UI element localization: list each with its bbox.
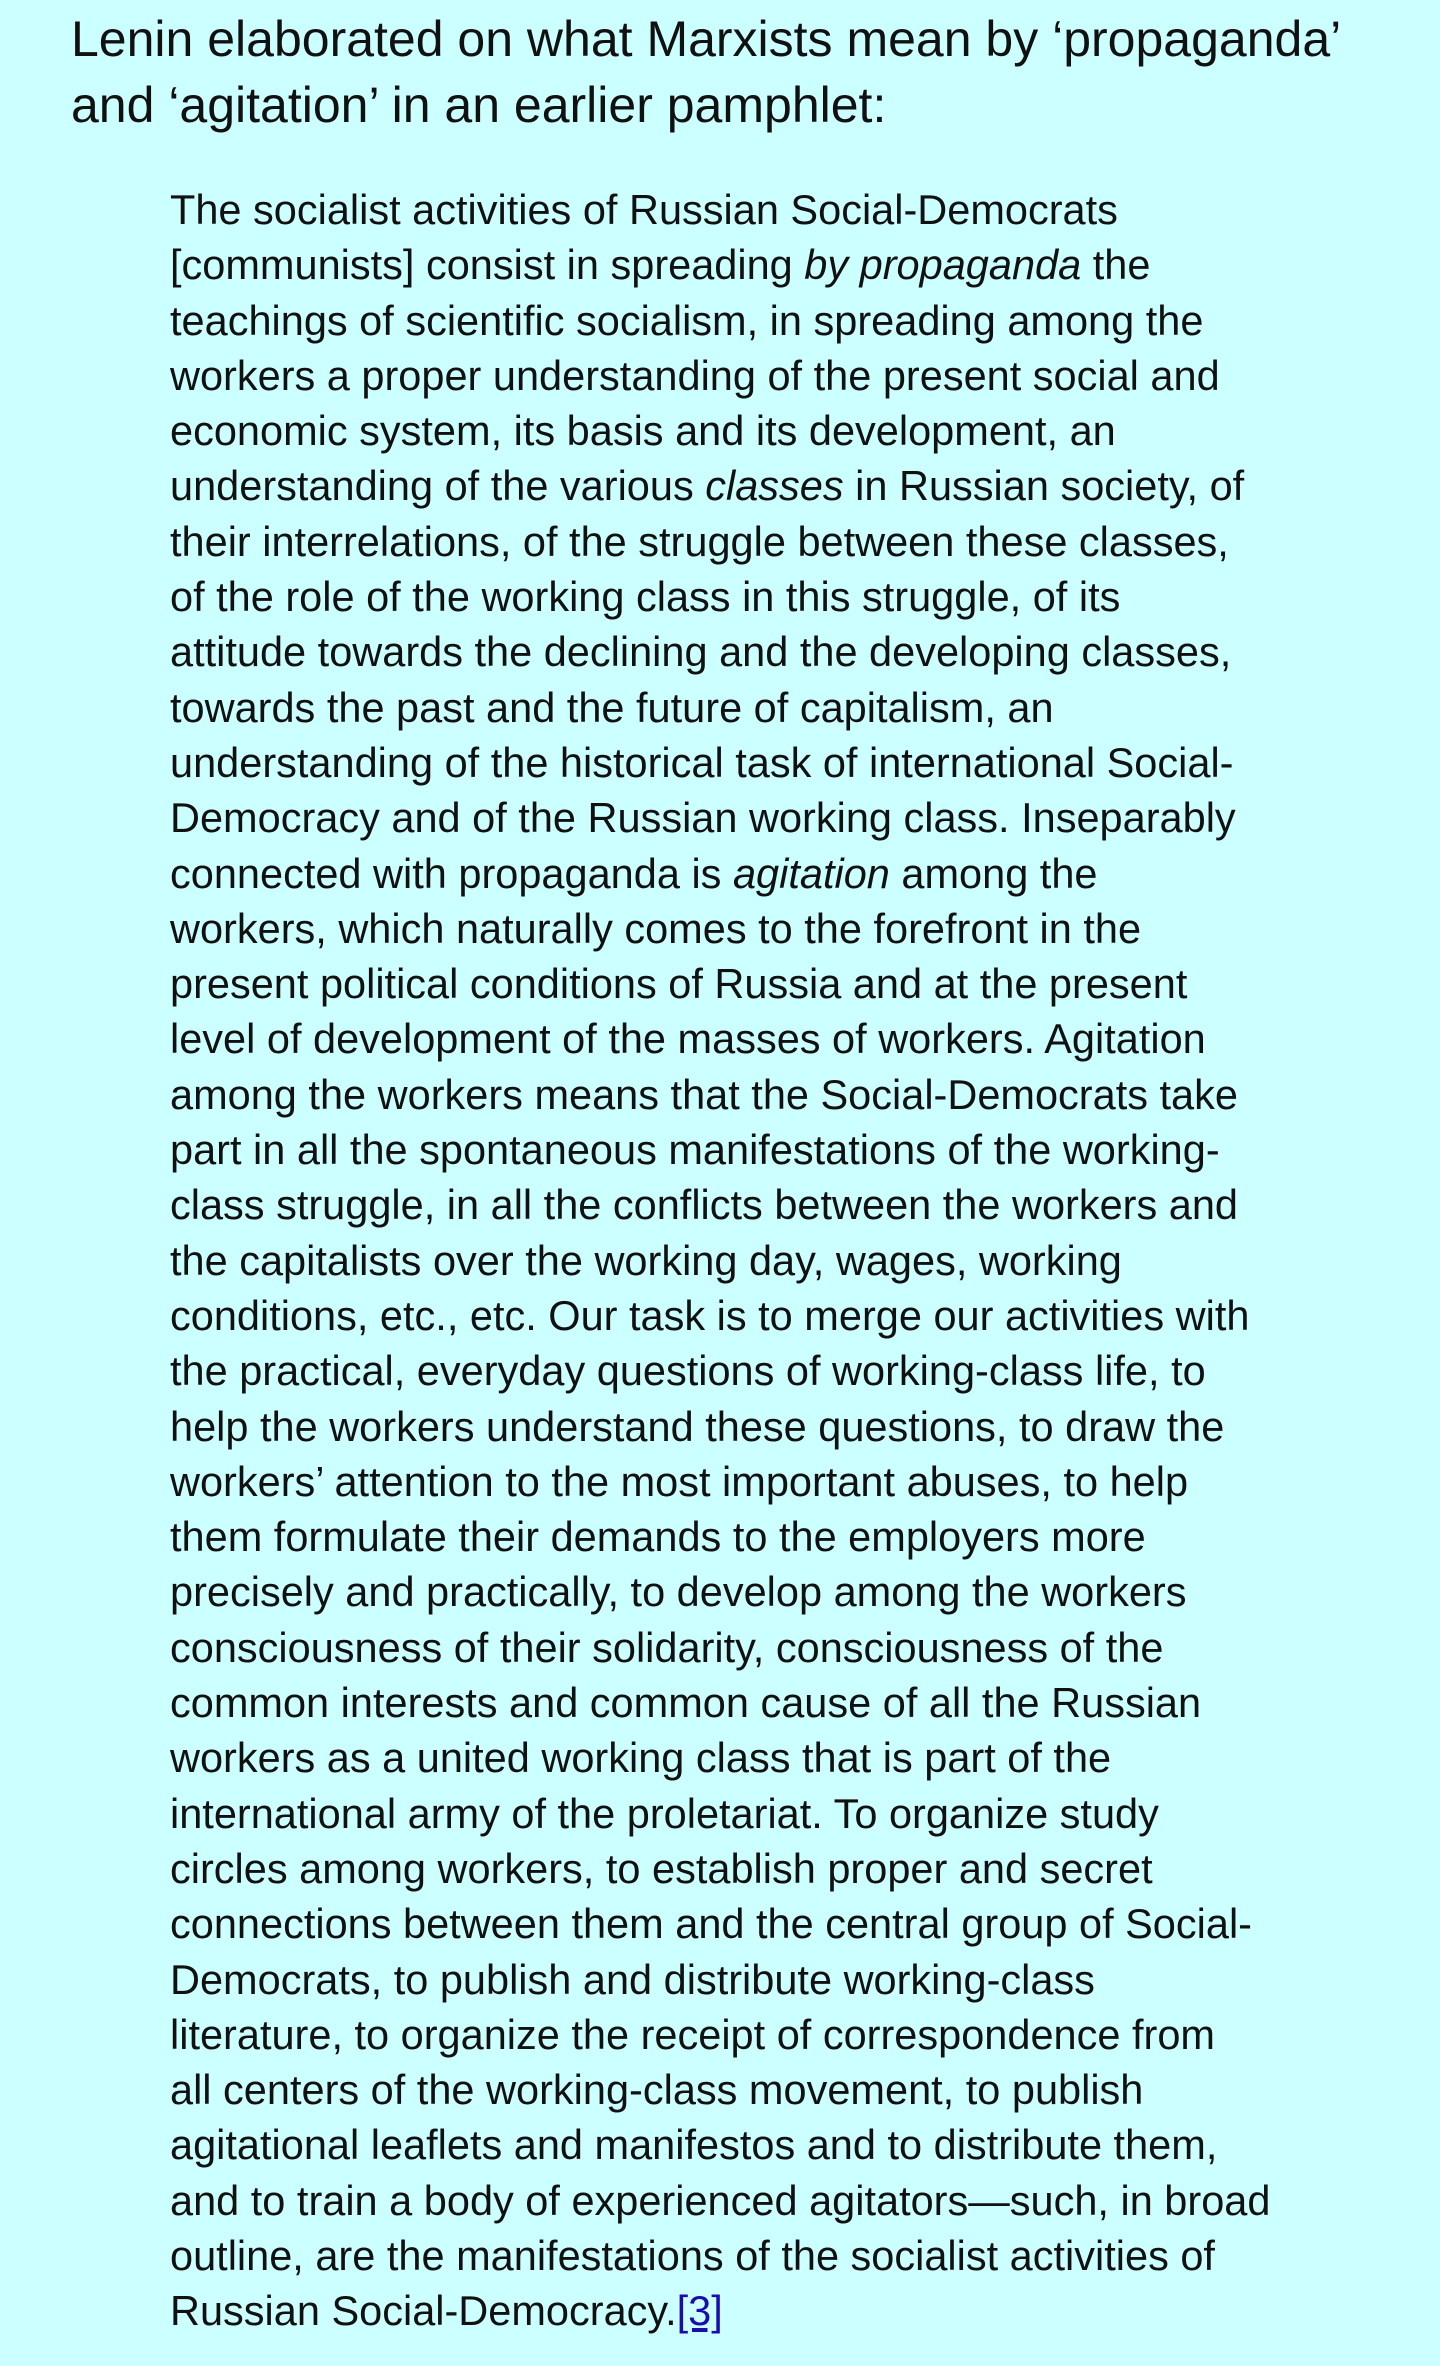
quote-line: help the workers understand these questions, to draw the: [170, 1402, 1225, 1450]
quote-line: towards the past and the future of capitalism, an: [170, 683, 1054, 731]
quote-line: workers a proper understanding of the present social and: [170, 351, 1220, 399]
quote-line: outline, are the manifestations of the socialist activities of: [170, 2231, 1215, 2279]
quote-line: of the role of the working class in this struggle, of its: [170, 573, 1121, 621]
quote-text: among the: [889, 849, 1098, 897]
quote-line: Democrats, to publish and distribute working-class: [170, 1955, 1095, 2003]
quote-line: [170, 458, 1280, 513]
quote-line: all centers of the working-class movement, to publish: [170, 2066, 1144, 2114]
intro-paragraph: [71, 6, 1371, 138]
quote-line: class struggle, in all the conflicts between the workers and: [170, 1181, 1239, 1229]
quote-text: the: [1081, 241, 1151, 289]
lenin-quote-blockquote: [170, 182, 1280, 2339]
quote-line: workers, which naturally comes to the forefront in the: [170, 904, 1142, 952]
quote-line: level of development of the masses of workers. Agitation: [170, 1015, 1206, 1063]
intro-line-2: and ‘agitation’ in an earlier pamphlet:: [71, 77, 887, 133]
quote-text: Russian Social-Democracy.: [170, 2287, 677, 2335]
quote-line: economic system, its basis and its development, an: [170, 407, 1116, 455]
quote-text: [communists] consist in spreading: [170, 241, 805, 289]
quote-line: the practical, everyday questions of working-class life, to: [170, 1347, 1206, 1395]
quote-line: conditions, etc., etc. Our task is to merge our activities with: [170, 1291, 1250, 1339]
quote-line: [170, 237, 1280, 292]
quote-line: attitude towards the declining and the developing classes,: [170, 628, 1232, 676]
quote-line: connections between them and the central group of Social-: [170, 1900, 1252, 1948]
quote-line: workers’ attention to the most important abuses, to help: [170, 1457, 1189, 1505]
emphasis-by-propaganda: by propaganda: [804, 241, 1082, 289]
quote-line: Democracy and of the Russian working class. Inseparably: [170, 794, 1236, 842]
quote-line: consciousness of their solidarity, consciousness of the: [170, 1623, 1164, 1671]
quote-line: teachings of scientific socialism, in spreading among the: [170, 296, 1204, 344]
quote-text: in Russian society, of: [843, 462, 1245, 510]
quote-line: them formulate their demands to the employers more: [170, 1513, 1146, 1561]
quote-line: common interests and common cause of all the Russian: [170, 1679, 1202, 1727]
quote-line: understanding of the historical task of international Social-: [170, 738, 1234, 786]
footnote-link-3[interactable]: [3]: [676, 2287, 723, 2335]
emphasis-classes: classes: [705, 462, 844, 510]
quote-line: [170, 846, 1280, 901]
quote-line: among the workers means that the Social-Democrats take: [170, 1070, 1238, 1118]
quote-line: international army of the proletariat. To organize study: [170, 1789, 1159, 1837]
quote-line: agitational leaflets and manifestos and to distribute them,: [170, 2121, 1218, 2169]
quote-line: literature, to organize the receipt of correspondence from: [170, 2010, 1215, 2058]
quote-line: circles among workers, to establish proper and secret: [170, 1844, 1153, 1892]
quote-line: precisely and practically, to develop among the workers: [170, 1568, 1187, 1616]
quote-line: present political conditions of Russia and at the present: [170, 960, 1188, 1008]
emphasis-agitation: agitation: [732, 849, 890, 897]
quote-line: part in all the spontaneous manifestations of the working-: [170, 1126, 1220, 1174]
quote-line: their interrelations, of the struggle between these classes,: [170, 517, 1229, 565]
quote-line: and to train a body of experienced agitators—such, in broad: [170, 2176, 1271, 2224]
quote-line: The socialist activities of Russian Social-Democrats: [170, 186, 1118, 233]
quote-text: connected with propaganda is: [170, 849, 733, 897]
quote-text: understanding of the various: [170, 462, 706, 510]
quote-line: workers as a united working class that is part of the: [170, 1734, 1112, 1782]
quote-line: the capitalists over the working day, wages, working: [170, 1236, 1122, 1284]
quote-line: [170, 2283, 1280, 2338]
intro-line-1: Lenin elaborated on what Marxists mean by ‘propaganda’: [71, 11, 1342, 67]
